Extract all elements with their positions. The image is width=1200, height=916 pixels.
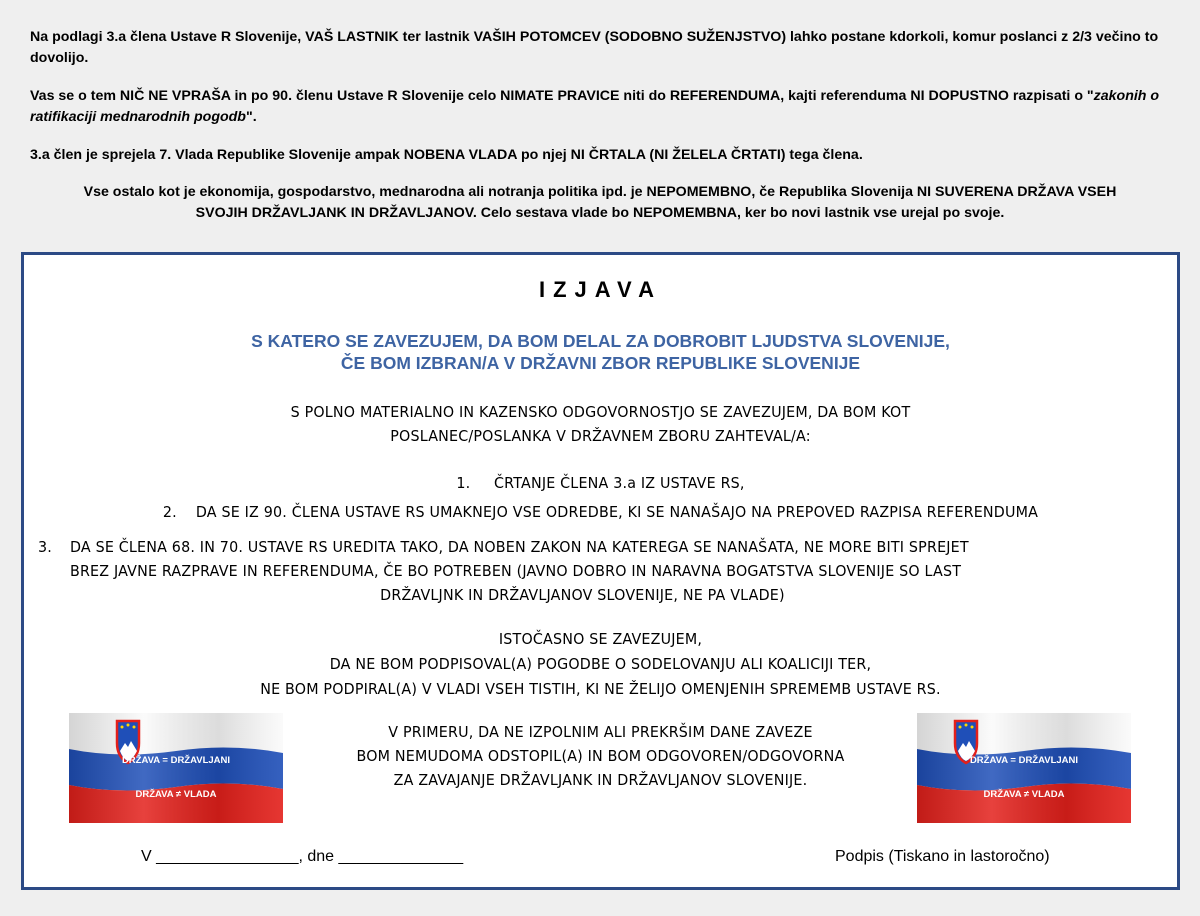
also-commit-line-3: NE BOM PODPIRAL(A) V VLADI VSEH TISTIH, KI NE ŽELIJO OMENJENIH SPREMEMB USTAVE RS. — [260, 680, 941, 698]
declaration-subtitle-line-1: S KATERO SE ZAVEZUJEM, DA BOM DELAL ZA DOBROBIT LJUDSTVA SLOVENIJE, — [251, 331, 950, 351]
flag-right-text-1: DRŽAVA = DRŽAVLJANI — [969, 755, 1079, 766]
demand-item-1 — [59, 474, 1143, 492]
flag-graphic-icon — [69, 713, 283, 823]
declaration-title: IZJAVA — [539, 277, 662, 302]
demand-item-1-text: ČRTANJE ČLENA 3.a IZ USTAVE RS, — [493, 474, 745, 492]
intro-paragraph-2-italic: zakonih o ratifikaciji mednarodnih pogodb — [30, 88, 1160, 125]
declaration-box — [21, 252, 1180, 890]
breach-line-1: V PRIMERU, DA NE IZPOLNIM ALI PREKRŠIM DANE ZAVEZE — [388, 723, 813, 741]
demand-item-2 — [59, 503, 1143, 521]
demand-item-3-line-1: DA SE ČLENA 68. IN 70. USTAVE RS UREDITA TAKO, DA NOBEN ZAKON NA KATEREGA SE NANAŠATA, NE MORE BITI SPREJET — [69, 538, 969, 556]
breach-line-2: BOM NEMUDOMA ODSTOPIL(A) IN BOM ODGOVOREN/ODGOVORNA — [356, 747, 845, 765]
demand-item-3-line-3: DRŽAVLJNK IN DRŽAVLJANOV SLOVENIJE, NE PA VLADE) — [380, 586, 785, 604]
intro-paragraph-4-line-2: SVOJIH DRŽAVLJANK IN DRŽAVLJANOV. Celo sestava vlade bo NEPOMEMBNA, ker bo novi lastnik vse urejal po svoje. — [195, 205, 1005, 221]
place-date-field[interactable]: V ________________, dne ______________ — [141, 848, 464, 865]
commitment-line-1: S POLNO MATERIALNO IN KAZENSKO ODGOVORNOSTJO SE ZAVEZUJEM, DA BOM KOT — [290, 403, 911, 421]
intro-paragraph-4 — [30, 182, 1170, 224]
demand-item-3-line-2: BREZ JAVNE RAZPRAVE IN REFERENDUMA, ČE BO POTREBEN (JAVNO DOBRO IN NARAVNA BOGATSTVA SLOVENIJE SO LAST — [69, 562, 962, 580]
demand-item-1-number: 1. — [456, 474, 471, 492]
breach-line-3: ZA ZAVAJANJE DRŽAVLJANK IN DRŽAVLJANOV SLOVENIJE. — [393, 771, 808, 789]
signature-field[interactable]: Podpis (Tiskano in lastoročno) — [835, 848, 1050, 865]
intro-paragraph-1: Na podlagi 3.a člena Ustave R Slovenije, VAŠ LASTNIK ter lastnik VAŠIH POTOMCEV (SODOBNO SUŽENJSTVO) lahko postane kdorkoli, komur poslanci z 2/3 večino to dovolijo. — [30, 29, 1159, 66]
slovenian-flag-left — [69, 713, 283, 823]
intro-paragraph-3: 3.a člen je sprejela 7. Vlada Republike Slovenije ampak NOBENA VLADA po njej NI ČRTALA (NI ŽELELA ČRTATI) tega člena. — [30, 147, 863, 163]
flag-right-text-2: DRŽAVA ≠ VLADA — [983, 789, 1065, 800]
intro-paragraph-4-line-1: Vse ostalo kot je ekonomija, gospodarstvo, mednarodna ali notranja politika ipd. je NEPOMEMBNO, če Republika Slovenija NI SUVERENA DRŽAVA VSEH — [83, 184, 1117, 200]
demand-item-2-number: 2. — [162, 503, 177, 521]
intro-paragraph-2-text: Vas se o tem NIČ NE VPRAŠA in po 90. členu Ustave R Slovenije celo NIMATE PRAVICE niti do REFERENDUMA, kajti referenduma NI DOPUSTNO razpisati o " — [30, 88, 1094, 104]
demand-item-3 — [38, 535, 1100, 607]
flag-left-text-1: DRŽAVA = DRŽAVLJANI — [121, 755, 231, 766]
flag-left-text-2: DRŽAVA ≠ VLADA — [135, 789, 217, 800]
demand-item-3-number: 3. — [38, 538, 52, 556]
also-commit-line-1: ISTOČASNO SE ZAVEZUJEM, — [498, 630, 703, 648]
commitment-line-2: POSLANEC/POSLANKA V DRŽAVNEM ZBORU ZAHTEVAL/A: — [390, 427, 811, 445]
slovenian-flag-right — [917, 713, 1131, 823]
intro-paragraph-2-end: ". — [245, 109, 257, 125]
flag-graphic-icon — [917, 713, 1131, 823]
intro-paragraph-2 — [30, 86, 1170, 128]
declaration-subtitle-line-2: ČE BOM IZBRAN/A V DRŽAVNI ZBOR REPUBLIKE SLOVENIJE — [340, 353, 861, 373]
also-commit-line-2: DA NE BOM PODPISOVAL(A) POGODBE O SODELOVANJU ALI KOALICIJI TER, — [329, 655, 872, 673]
demand-item-2-text: DA SE IZ 90. ČLENA USTAVE RS UMAKNEJO VSE ODREDBE, KI SE NANAŠAJO NA PREPOVED RAZPISA REFERENDUMA — [195, 503, 1039, 521]
